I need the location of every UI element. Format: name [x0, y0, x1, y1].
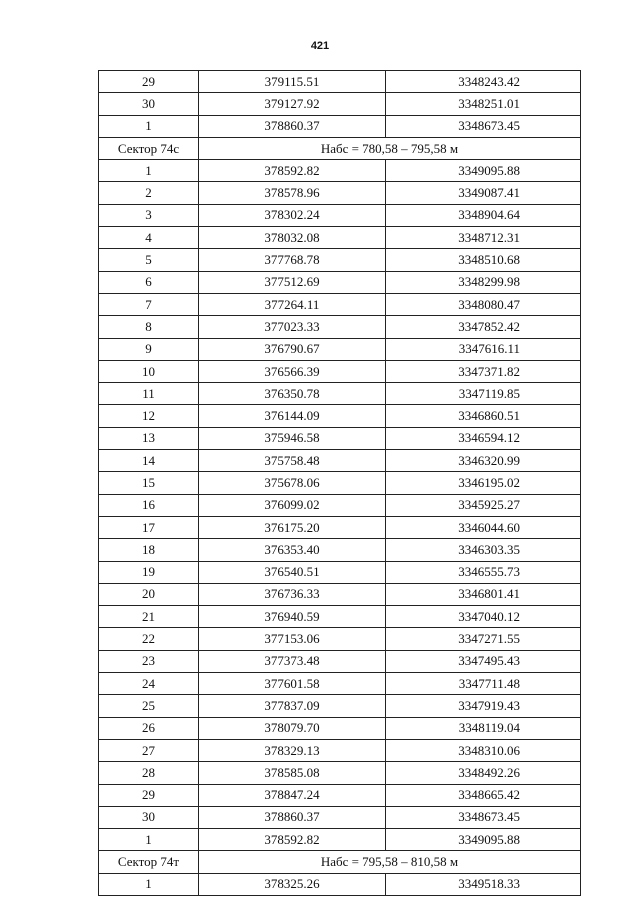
point-number: 19 [99, 561, 199, 583]
table-row [99, 717, 581, 739]
point-number: 10 [99, 360, 199, 382]
point-number: 5 [99, 249, 199, 271]
point-number: 29 [99, 784, 199, 806]
table-row [99, 293, 581, 315]
table-row [99, 271, 581, 293]
x-coordinate: 378860.37 [199, 115, 386, 137]
x-coordinate: 376940.59 [199, 606, 386, 628]
table-row [99, 204, 581, 226]
table-row [99, 784, 581, 806]
x-coordinate: 378592.82 [199, 829, 386, 851]
point-number: 15 [99, 472, 199, 494]
table-row [99, 606, 581, 628]
x-coordinate: 377153.06 [199, 628, 386, 650]
point-number: 8 [99, 316, 199, 338]
point-number: 27 [99, 739, 199, 761]
table-row [99, 450, 581, 472]
coordinates-table [98, 70, 581, 896]
x-coordinate: 378325.26 [199, 873, 386, 895]
x-coordinate: 378585.08 [199, 762, 386, 784]
y-coordinate: 3349095.88 [386, 829, 581, 851]
sector-name: Сектор 74т [99, 851, 199, 873]
table-row [99, 673, 581, 695]
table-row [99, 316, 581, 338]
table-row [99, 739, 581, 761]
table-row [99, 650, 581, 672]
y-coordinate: 3347616.11 [386, 338, 581, 360]
point-number: 1 [99, 160, 199, 182]
point-number: 13 [99, 427, 199, 449]
point-number: 22 [99, 628, 199, 650]
point-number: 1 [99, 829, 199, 851]
table-row [99, 383, 581, 405]
x-coordinate: 375946.58 [199, 427, 386, 449]
point-number: 7 [99, 293, 199, 315]
y-coordinate: 3346801.41 [386, 583, 581, 605]
point-number: 18 [99, 539, 199, 561]
y-coordinate: 3346320.99 [386, 450, 581, 472]
x-coordinate: 378847.24 [199, 784, 386, 806]
table-row [99, 182, 581, 204]
table-row [99, 115, 581, 137]
point-number: 29 [99, 71, 199, 93]
x-coordinate: 376540.51 [199, 561, 386, 583]
point-number: 25 [99, 695, 199, 717]
x-coordinate: 377512.69 [199, 271, 386, 293]
point-number: 28 [99, 762, 199, 784]
x-coordinate: 379127.92 [199, 93, 386, 115]
y-coordinate: 3348712.31 [386, 227, 581, 249]
y-coordinate: 3348119.04 [386, 717, 581, 739]
point-number: 17 [99, 516, 199, 538]
x-coordinate: 377837.09 [199, 695, 386, 717]
table-row [99, 227, 581, 249]
sector-header-row [99, 137, 581, 159]
table-row [99, 93, 581, 115]
y-coordinate: 3345925.27 [386, 494, 581, 516]
y-coordinate: 3348243.42 [386, 71, 581, 93]
table-row [99, 829, 581, 851]
y-coordinate: 3346195.02 [386, 472, 581, 494]
table-row [99, 160, 581, 182]
x-coordinate: 376353.40 [199, 539, 386, 561]
table-row [99, 71, 581, 93]
point-number: 3 [99, 204, 199, 226]
table-row [99, 583, 581, 605]
point-number: 20 [99, 583, 199, 605]
table-row [99, 472, 581, 494]
table-row [99, 695, 581, 717]
y-coordinate: 3349518.33 [386, 873, 581, 895]
point-number: 30 [99, 93, 199, 115]
y-coordinate: 3347919.43 [386, 695, 581, 717]
table-row [99, 494, 581, 516]
point-number: 21 [99, 606, 199, 628]
x-coordinate: 376566.39 [199, 360, 386, 382]
table-row [99, 561, 581, 583]
x-coordinate: 377601.58 [199, 673, 386, 695]
sector-name: Сектор 74с [99, 137, 199, 159]
x-coordinate: 377264.11 [199, 293, 386, 315]
y-coordinate: 3349087.41 [386, 182, 581, 204]
table-row [99, 338, 581, 360]
point-number: 2 [99, 182, 199, 204]
point-number: 24 [99, 673, 199, 695]
x-coordinate: 378578.96 [199, 182, 386, 204]
y-coordinate: 3348904.64 [386, 204, 581, 226]
sector-header-row [99, 851, 581, 873]
x-coordinate: 376350.78 [199, 383, 386, 405]
y-coordinate: 3346303.35 [386, 539, 581, 561]
point-number: 9 [99, 338, 199, 360]
table-row [99, 873, 581, 895]
table-row [99, 249, 581, 271]
y-coordinate: 3348251.01 [386, 93, 581, 115]
x-coordinate: 378860.37 [199, 806, 386, 828]
x-coordinate: 378592.82 [199, 160, 386, 182]
y-coordinate: 3346860.51 [386, 405, 581, 427]
y-coordinate: 3348510.68 [386, 249, 581, 271]
x-coordinate: 377373.48 [199, 650, 386, 672]
y-coordinate: 3347040.12 [386, 606, 581, 628]
y-coordinate: 3348673.45 [386, 806, 581, 828]
y-coordinate: 3346594.12 [386, 427, 581, 449]
y-coordinate: 3348080.47 [386, 293, 581, 315]
x-coordinate: 378329.13 [199, 739, 386, 761]
y-coordinate: 3346044.60 [386, 516, 581, 538]
y-coordinate: 3347119.85 [386, 383, 581, 405]
y-coordinate: 3347371.82 [386, 360, 581, 382]
y-coordinate: 3346555.73 [386, 561, 581, 583]
y-coordinate: 3348673.45 [386, 115, 581, 137]
point-number: 1 [99, 115, 199, 137]
point-number: 14 [99, 450, 199, 472]
x-coordinate: 376144.09 [199, 405, 386, 427]
y-coordinate: 3348310.06 [386, 739, 581, 761]
sector-height-range: Набс = 780,58 – 795,58 м [199, 137, 581, 159]
point-number: 30 [99, 806, 199, 828]
x-coordinate: 377768.78 [199, 249, 386, 271]
point-number: 4 [99, 227, 199, 249]
point-number: 16 [99, 494, 199, 516]
table-row [99, 806, 581, 828]
x-coordinate: 375678.06 [199, 472, 386, 494]
point-number: 26 [99, 717, 199, 739]
y-coordinate: 3348665.42 [386, 784, 581, 806]
y-coordinate: 3347271.55 [386, 628, 581, 650]
point-number: 1 [99, 873, 199, 895]
table-row [99, 762, 581, 784]
point-number: 11 [99, 383, 199, 405]
y-coordinate: 3347711.48 [386, 673, 581, 695]
x-coordinate: 376790.67 [199, 338, 386, 360]
x-coordinate: 379115.51 [199, 71, 386, 93]
x-coordinate: 376099.02 [199, 494, 386, 516]
table-row [99, 427, 581, 449]
table-row [99, 539, 581, 561]
x-coordinate: 377023.33 [199, 316, 386, 338]
x-coordinate: 378032.08 [199, 227, 386, 249]
coordinates-table-body [99, 71, 581, 896]
table-row [99, 405, 581, 427]
table-row [99, 516, 581, 538]
x-coordinate: 376736.33 [199, 583, 386, 605]
point-number: 23 [99, 650, 199, 672]
sector-height-range: Набс = 795,58 – 810,58 м [199, 851, 581, 873]
y-coordinate: 3348299.98 [386, 271, 581, 293]
y-coordinate: 3349095.88 [386, 160, 581, 182]
point-number: 12 [99, 405, 199, 427]
x-coordinate: 378079.70 [199, 717, 386, 739]
point-number: 6 [99, 271, 199, 293]
x-coordinate: 375758.48 [199, 450, 386, 472]
x-coordinate: 378302.24 [199, 204, 386, 226]
table-row [99, 628, 581, 650]
table-row [99, 360, 581, 382]
y-coordinate: 3347852.42 [386, 316, 581, 338]
x-coordinate: 376175.20 [199, 516, 386, 538]
page-number: 421 [310, 40, 330, 52]
y-coordinate: 3347495.43 [386, 650, 581, 672]
y-coordinate: 3348492.26 [386, 762, 581, 784]
